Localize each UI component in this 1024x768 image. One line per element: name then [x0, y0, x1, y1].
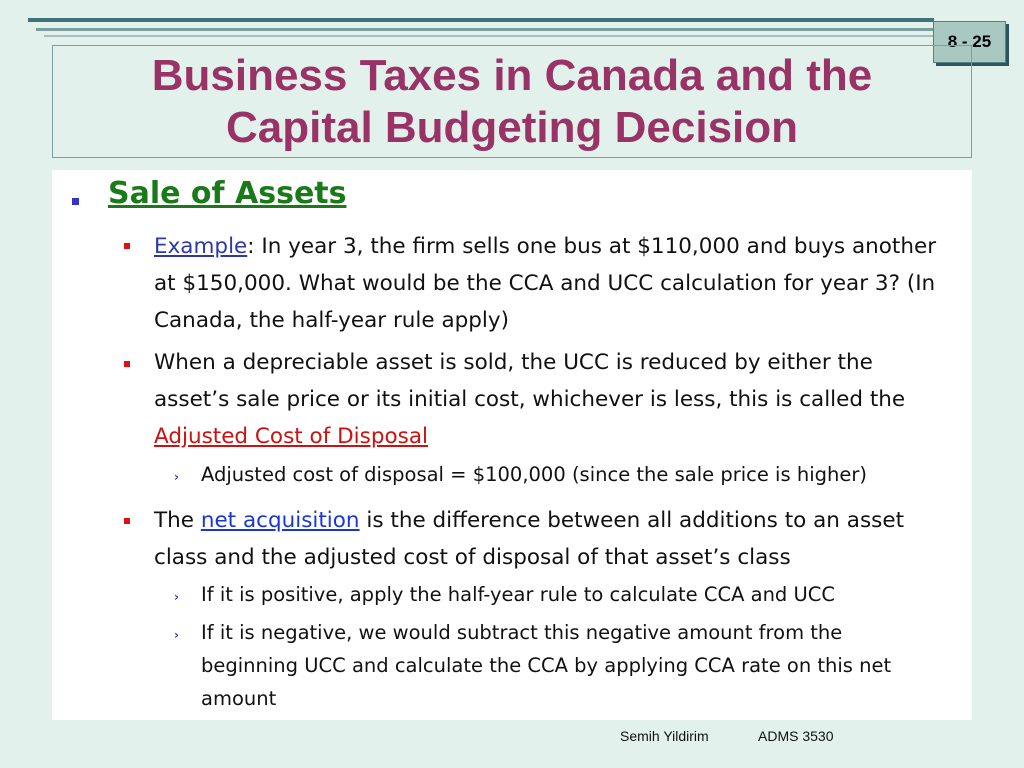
footer-course: ADMS 3530: [758, 728, 834, 744]
example-text: In year 3, the firm sells one bus at $110,000 and buys another at $150,000. What would be the CCA and UCC calculation for year 3? (In Canada, the half-year rule apply): [154, 234, 937, 333]
example-link[interactable]: Example: [154, 234, 248, 259]
title-line-1: Business Taxes in Canada and the: [151, 50, 873, 100]
bullet-3-text: is the difference between all additions to an asset class and the adjusted cost of disposal of that asset’s class: [154, 508, 905, 570]
example-colon: :: [247, 234, 255, 259]
title-frame: [52, 45, 972, 158]
bullet-net-acquisition: [154, 502, 954, 576]
bullet-2-text: When a depreciable asset is sold, the UCC is reduced by either the asset’s sale price or its initial cost, whichever is less, this is called the: [154, 350, 906, 412]
sub-adjusted-cost: Adjusted cost of disposal = $100,000 (since the sale price is higher): [201, 463, 867, 486]
sub-positive: If it is positive, apply the half-year rule to calculate CCA and UCC: [201, 583, 836, 606]
chevron-right-icon: ›: [174, 628, 179, 642]
bullet-3-prefix: The: [154, 508, 201, 533]
bullet-example: [154, 228, 954, 339]
top-rule: [44, 35, 934, 37]
chevron-right-icon: ›: [174, 590, 179, 604]
chevron-right-icon: ›: [174, 470, 179, 484]
section-heading: Sale of Assets: [108, 176, 347, 211]
bullet-depreciable-asset: [154, 344, 954, 455]
level1-bullet-icon: [72, 198, 79, 205]
net-acquisition-link[interactable]: net acquisition: [200, 508, 360, 533]
title-line-2: Capital Budgeting Decision: [225, 102, 799, 152]
slide-number: 8 - 25: [947, 32, 992, 51]
level2-bullet-icon: [124, 518, 130, 524]
slide-title: [152, 50, 873, 154]
level2-bullet-icon: [124, 361, 130, 367]
content-area: [52, 170, 972, 720]
adjusted-cost-of-disposal-link[interactable]: Adjusted Cost of Disposal: [154, 424, 428, 449]
footer-author: Semih Yildirim: [620, 728, 709, 744]
top-rule: [36, 28, 934, 31]
top-rule: [28, 18, 934, 22]
sub-negative: If it is negative, we would subtract this negative amount from the beginning UCC and calculate the CCA by applying CCA rate on this net amount: [201, 621, 892, 710]
level2-bullet-icon: [124, 243, 130, 249]
